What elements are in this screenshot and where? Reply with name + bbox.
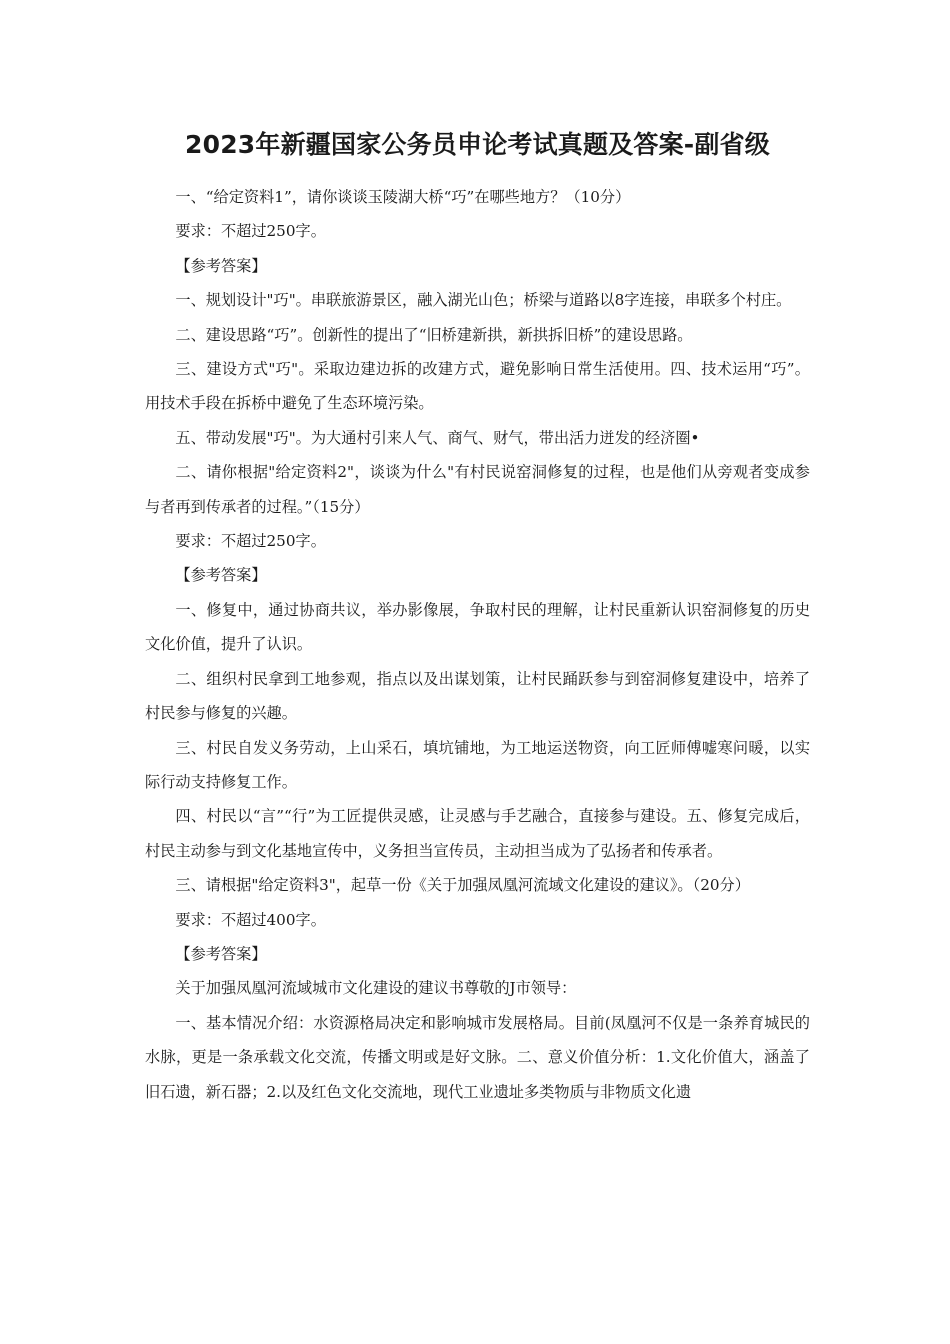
requirement-2: 要求：不超过250字。	[175, 532, 326, 551]
answer-3-salutation: 关于加强凤凰河流域城市文化建设的建议书尊敬的J市领导：	[175, 979, 577, 998]
document-page	[145, 128, 810, 1109]
answer-1-point-3: 三、建设方式"巧"。采取边建边拆的改建方式，避免影响日常生活使用。四、技术运用“巧”。用技术手段在拆桥中避免了生态环境污染。	[145, 360, 810, 413]
answer-2-point-1: 一、修复中，通过协商共议，举办影像展，争取村民的理解，让村民重新认识窑洞修复的历史文化价值，提升了认识。	[145, 600, 810, 654]
requirement-1: 要求：不超过250字。	[175, 222, 326, 241]
answer-heading-1: 【参考答案】	[175, 256, 267, 275]
question-3: 三、请根据"给定资料3"，起草一份《关于加强凤凰河流域文化建设的建议》。（20分）	[175, 876, 750, 895]
requirement-3: 要求：不超过400字。	[175, 910, 326, 929]
answer-3-body: 一、基本情况介绍：水资源格局决定和影响城市发展格局。目前(凤凰河不仅是一条养育城民的水脉，更是一条承载文化交流，传播文明或是好文脉。二、意义价值分析：1.文化价值大，涵盖了旧石遗，新石器；2.以及红色文化交流地，现代工业遗址多类物质与非物质文化遗	[145, 1013, 810, 1101]
question-1: 一、“给定资料1”，请你谈谈玉陵湖大桥“巧”在哪些地方？（10分）	[175, 188, 631, 206]
document-title: 2023年新疆国家公务员申论考试真题及答案-副省级	[185, 130, 770, 159]
answer-2-point-4: 四、村民以“言”“行”为工匠提供灵感，让灵感与手艺融合，直接参与建设。五、修复完成后，村民主动参与到文化基地宣传中，义务担当宣传员，主动担当成为了弘扬者和传承者。	[145, 807, 810, 860]
answer-1-point-5: 五、带动发展"巧"。为大通村引来人气、商气、财气，带出活力迸发的经济圈•	[175, 428, 700, 447]
answer-2-point-3: 三、村民自发义务劳动，上山采石，填坑铺地，为工地运送物资，向工匠师傅嘘寒问暖，以实际行动支持修复工作。	[145, 738, 810, 791]
answer-1-point-1: 一、规划设计"巧"。串联旅游景区，融入湖光山色；桥梁与道路以8字连接，串联多个村庄。	[175, 291, 792, 310]
question-2: 二、请你根据"给定资料2"，谈谈为什么"有村民说窑洞修复的过程，也是他们从旁观者变成参与者再到传承者的过程。”（15分）	[145, 463, 810, 516]
answer-2-point-2: 二、组织村民拿到工地参观，指点以及出谋划策，让村民踊跃参与到窑洞修复建设中，培养了村民参与修复的兴趣。	[145, 669, 810, 723]
answer-1-point-2: 二、建设思路“巧”。创新性的提出了“旧桥建新拱，新拱拆旧桥”的建设思路。	[175, 325, 693, 344]
answer-heading-2: 【参考答案】	[175, 566, 267, 585]
answer-heading-3: 【参考答案】	[175, 944, 267, 963]
